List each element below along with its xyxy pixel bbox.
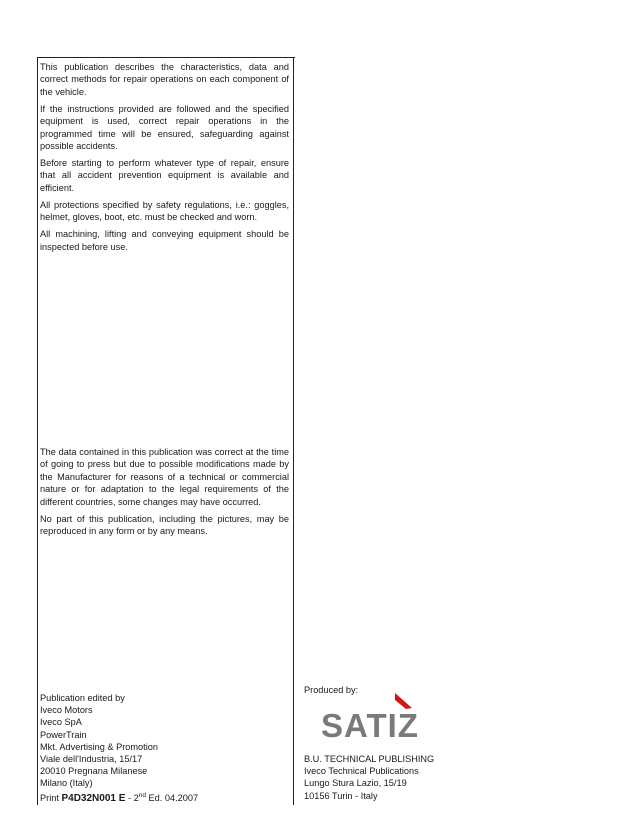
produced-by-label: Produced by:	[304, 685, 359, 695]
satiz-logo	[302, 690, 438, 748]
intro-paragraph: This publication describes the characteristics, data and correct methods for repair operations on each component of the vehicle.	[40, 62, 289, 97]
imprint-line: Iveco Motors	[40, 705, 93, 716]
imprint-line: Publication edited by	[40, 693, 125, 703]
imprint-line: Milano (Italy)	[40, 778, 93, 789]
imprint-line: Mkt. Advertising & Promotion	[40, 741, 158, 752]
edition-suffix: nd	[138, 791, 146, 799]
print-code: P4D32N001 E	[61, 792, 126, 804]
print-prefix: Print	[40, 792, 59, 803]
publisher-line: B.U. TECHNICAL PUBLISHING	[304, 754, 435, 764]
intro-paragraph: All protections specified by safety regulations, i.e.: goggles, helmet, gloves, boot, etc. must be checked and worn.	[40, 199, 289, 223]
disclaimer-paragraph: No part of this publication, including the pictures, may be reproduced in any form or by any means.	[40, 513, 289, 537]
publisher-line: Lungo Stura Lazio, 15/19	[304, 778, 407, 789]
publisher-block	[304, 753, 434, 802]
edition-number: 2	[133, 792, 139, 803]
intro-paragraph: If the instructions provided are followed and the specified equipment is used, correct repair operations in the programmed time will be ensured, safeguarding against possible accidents.	[40, 103, 289, 152]
publisher-line: Iveco Technical Publications	[304, 766, 419, 777]
print-edition-line	[40, 790, 198, 805]
publisher-line: 10156 Turin - Italy	[304, 790, 378, 801]
imprint-line: PowerTrain	[40, 729, 87, 740]
imprint-line: Iveco SpA	[40, 717, 82, 728]
imprint-block	[40, 692, 198, 805]
intro-paragraph: Before starting to perform whatever type of repair, ensure that all accident prevention equipment is available and efficient.	[40, 158, 289, 193]
disclaimer-text	[40, 446, 289, 542]
imprint-line: Viale dell'Industria, 15/17	[40, 754, 143, 765]
disclaimer-paragraph: The data contained in this publication was correct at the time of going to press but due to possible modifications made by the Manufacturer for reasons of a technical or commercial nature or for adaptation to the legal requirements of the different countries, some changes may have occurred.	[40, 447, 289, 507]
intro-paragraph: All machining, lifting and conveying equipment should be inspected before use.	[40, 229, 289, 252]
intro-text	[40, 61, 289, 258]
imprint-line: 20010 Pregnana Milanese	[40, 766, 148, 777]
edition-separator: -	[127, 792, 132, 803]
edition-date: Ed. 04.2007	[148, 792, 199, 803]
logo-wordmark: SATIZ	[321, 707, 419, 744]
